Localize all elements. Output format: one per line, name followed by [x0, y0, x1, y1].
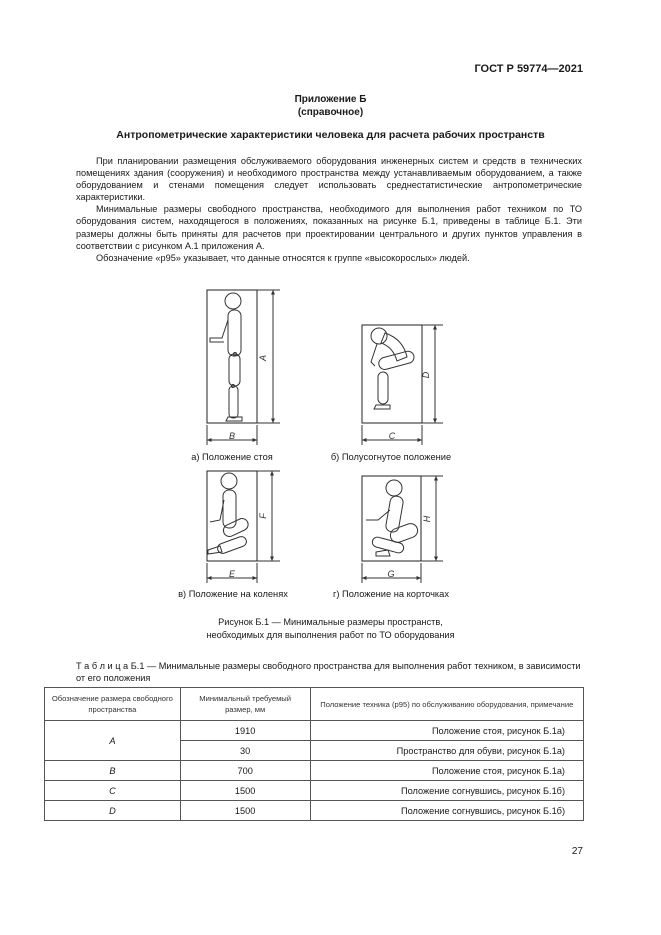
table-title-text: Б.1 — Минимальные размеры свободного пространства для выполнения работ техником, в зависимости от его положения	[76, 661, 581, 683]
dim-label-c: C	[388, 431, 396, 441]
table-header-row	[45, 688, 584, 721]
table-header: Минимальный требуемый размер, мм	[180, 688, 310, 721]
table-cell-designation: D	[45, 801, 181, 821]
dimensions-table	[44, 687, 584, 821]
table-cell-size: 1500	[180, 801, 310, 821]
table-cell-size: 30	[180, 741, 310, 761]
table-header: Положение техника (р95) по обслуживанию оборудования, примечание	[310, 688, 583, 721]
table-cell-designation: C	[45, 781, 181, 801]
dim-label-d: D	[421, 371, 431, 379]
standard-number: ГОСТ Р 59774—2021	[474, 63, 583, 75]
figure-squatting	[362, 476, 443, 583]
table-title	[76, 660, 582, 684]
figure-title-line: Рисунок Б.1 — Минимальные размеры пространств,	[218, 617, 443, 627]
table-cell-note: Положение согнувшись, рисунок Б.1б)	[310, 801, 583, 821]
paragraph: Обозначение «р95» указывает, что данные относятся к группе «высокорослых» людей.	[96, 252, 470, 263]
table-cell-size: 700	[180, 761, 310, 781]
section-title: Антропометрические характеристики человека для расчета рабочих пространств	[116, 129, 545, 141]
table-cell-note: Положение согнувшись, рисунок Б.1б)	[310, 781, 583, 801]
page-number: 27	[571, 846, 583, 857]
table-row	[45, 721, 584, 741]
dim-label-b: B	[228, 431, 236, 441]
figure-half-bent	[362, 325, 443, 445]
table-cell-size: 1500	[180, 781, 310, 801]
dim-label-g: G	[387, 569, 395, 579]
table-row	[45, 781, 584, 801]
table-cell-size: 1910	[180, 721, 310, 741]
table-title-prefix: Т а б л и ц а	[76, 661, 129, 671]
paragraph: При планировании размещения обслуживаемого оборудования инженерных систем и средств в технических помещениях здания (сооружения) и необходимого пространства между устанавливаемым оборудованием, а также оборудованием и стенами помещения следует использовать среднестатистические антропометрические характеристики.	[76, 156, 582, 203]
dim-label-h: H	[422, 515, 432, 523]
table-row	[45, 761, 584, 781]
dim-label-f: F	[258, 513, 268, 519]
dim-label-a: A	[258, 354, 268, 362]
table-cell-note: Пространство для обуви, рисунок Б.1а)	[310, 741, 583, 761]
table-cell-designation: B	[45, 761, 181, 781]
caption-squatting: г) Положение на корточках	[332, 589, 450, 599]
figure-kneeling	[207, 471, 280, 583]
figure-standing	[207, 290, 280, 445]
table-cell-note: Положение стоя, рисунок Б.1а)	[310, 721, 583, 741]
figure-title	[0, 616, 661, 641]
caption-half-bent: б) Полусогнутое положение	[330, 452, 452, 462]
table-header: Обозначение размера свободного пространства	[45, 688, 181, 721]
annex-subtitle: (справочное)	[297, 107, 364, 118]
caption-standing: а) Положение стоя	[191, 452, 273, 462]
table-row	[45, 801, 584, 821]
figure-title-line: необходимых для выполнения работ по ТО оборудования	[206, 629, 455, 640]
table-cell-designation: A	[45, 721, 181, 761]
paragraph: Минимальные размеры свободного пространства, необходимого для выполнения работ техником по ТО оборудования систем, находящегося в положениях, показанных на рисунке Б.1, приведены в таблице Б.1. Эти размеры должны быть приняты для расчетов при проектировании центрального и других пунктов управления в соответствии с рисунком А.1 приложения А.	[76, 204, 582, 251]
annex-name: Приложение Б	[294, 94, 367, 105]
caption-kneeling: в) Положение на коленях	[178, 589, 288, 599]
table-cell-note: Положение стоя, рисунок Б.1а)	[310, 761, 583, 781]
dim-label-e: E	[228, 569, 236, 579]
